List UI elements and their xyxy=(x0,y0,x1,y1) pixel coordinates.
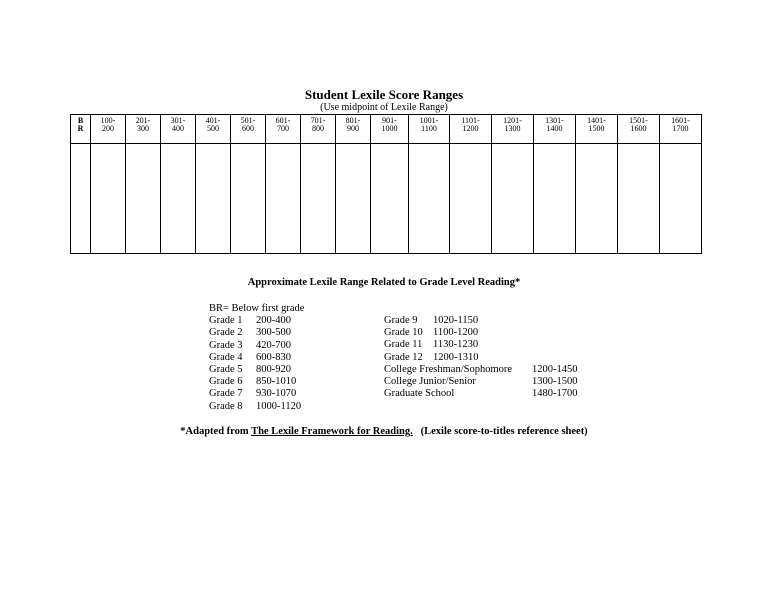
grade-row xyxy=(209,327,304,339)
grade-row xyxy=(209,315,304,327)
table-cell[interactable] xyxy=(492,144,534,254)
grade-range: 930-1070 xyxy=(256,388,297,400)
table-row xyxy=(71,144,702,254)
grade-row xyxy=(384,352,578,364)
grade-list-right xyxy=(384,315,578,400)
column-header: 1301- 1400 xyxy=(534,115,576,144)
grade-label: Grade 9 xyxy=(384,315,418,326)
table-cell[interactable] xyxy=(409,144,450,254)
table-cell[interactable] xyxy=(450,144,492,254)
grade-label: Grade 10 xyxy=(384,327,423,339)
table-cell[interactable] xyxy=(576,144,618,254)
lexile-score-table xyxy=(70,114,702,254)
grade-range: 300-500 xyxy=(256,327,291,339)
page-subtitle: (Use midpoint of Lexile Range) xyxy=(320,102,448,113)
grade-label: Grade 7 xyxy=(209,388,243,400)
column-header: 301- 400 xyxy=(161,115,196,144)
footnote-prefix: *Adapted from xyxy=(180,426,252,437)
grade-label: College Junior/Senior xyxy=(384,375,476,387)
table-cell[interactable] xyxy=(91,144,126,254)
grade-row xyxy=(209,340,304,352)
table-cell[interactable] xyxy=(660,144,702,254)
column-header: 1601- 1700 xyxy=(660,115,702,144)
column-header: 1101- 1200 xyxy=(450,115,492,144)
footnote xyxy=(0,426,768,437)
footnote-reference: The Lexile Framework for Reading. xyxy=(251,426,413,437)
grade-range: 1020-1150 xyxy=(433,315,479,326)
table-cell[interactable] xyxy=(336,144,371,254)
grade-label: College Freshman/Sophomore xyxy=(384,363,513,375)
grade-row xyxy=(384,327,578,339)
table-cell[interactable] xyxy=(618,144,660,254)
grade-row xyxy=(384,388,578,400)
column-header: B R xyxy=(71,115,91,144)
grade-label: Grade 2 xyxy=(209,327,243,339)
grade-label: Grade 12 xyxy=(384,351,423,363)
grade-label: Grade 11 xyxy=(384,339,423,351)
grade-label: Grade 3 xyxy=(209,339,243,351)
grade-label: Grade 5 xyxy=(209,363,243,375)
grade-range: 1480-1700 xyxy=(532,388,578,400)
grade-range: 1300-1500 xyxy=(532,375,578,387)
table-cell[interactable] xyxy=(231,144,266,254)
table-cell[interactable] xyxy=(126,144,161,254)
grade-label: Grade 8 xyxy=(209,400,243,412)
grade-row xyxy=(384,315,578,327)
column-header: 1401- 1500 xyxy=(576,115,618,144)
grade-range: 1000-1120 xyxy=(256,400,302,412)
table-cell[interactable] xyxy=(196,144,231,254)
column-header: 801- 900 xyxy=(336,115,371,144)
table-cell[interactable] xyxy=(266,144,301,254)
footnote-suffix: (Lexile score-to-titles reference sheet) xyxy=(412,426,588,437)
column-header: 701- 800 xyxy=(301,115,336,144)
grade-label: Grade 1 xyxy=(209,315,243,327)
grade-range: 600-830 xyxy=(256,351,291,363)
column-header: 100- 200 xyxy=(91,115,126,144)
grade-row xyxy=(384,364,578,376)
grade-row xyxy=(209,352,304,364)
grade-range: 850-1010 xyxy=(256,376,297,388)
grade-range: 420-700 xyxy=(256,339,291,351)
column-header: 201- 300 xyxy=(126,115,161,144)
grade-range: 800-920 xyxy=(256,363,291,375)
grade-label: Grade 4 xyxy=(209,351,243,363)
br-note: BR= Below first grade xyxy=(209,303,305,314)
grade-list-left xyxy=(209,303,304,413)
grade-row xyxy=(209,376,304,388)
grade-range: 200-400 xyxy=(256,315,291,327)
grade-row xyxy=(209,388,304,400)
column-header: 601- 700 xyxy=(266,115,301,144)
grade-row xyxy=(384,339,578,351)
table-cell[interactable] xyxy=(161,144,196,254)
column-header: 901- 1000 xyxy=(371,115,409,144)
table-cell[interactable] xyxy=(371,144,409,254)
table-cell[interactable] xyxy=(71,144,91,254)
grade-label: Grade 6 xyxy=(209,376,243,388)
page-title: Student Lexile Score Ranges xyxy=(304,87,464,102)
grade-range: 1200-1310 xyxy=(433,351,479,363)
grade-row xyxy=(209,364,304,376)
column-header: 1501- 1600 xyxy=(618,115,660,144)
grade-row xyxy=(384,376,578,388)
table-header-row xyxy=(71,115,702,144)
grade-row xyxy=(209,401,304,413)
column-header: 501- 600 xyxy=(231,115,266,144)
column-header: 1201- 1300 xyxy=(492,115,534,144)
column-header: 1001- 1100 xyxy=(409,115,450,144)
grade-section-title: Approximate Lexile Range Related to Grade Level Reading* xyxy=(247,277,521,288)
column-header: 401- 500 xyxy=(196,115,231,144)
table-cell[interactable] xyxy=(301,144,336,254)
grade-label: Graduate School xyxy=(384,388,455,400)
grade-range: 1130-1230 xyxy=(433,339,479,351)
table-cell[interactable] xyxy=(534,144,576,254)
grade-range: 1200-1450 xyxy=(532,363,578,375)
grade-range: 1100-1200 xyxy=(433,327,479,339)
